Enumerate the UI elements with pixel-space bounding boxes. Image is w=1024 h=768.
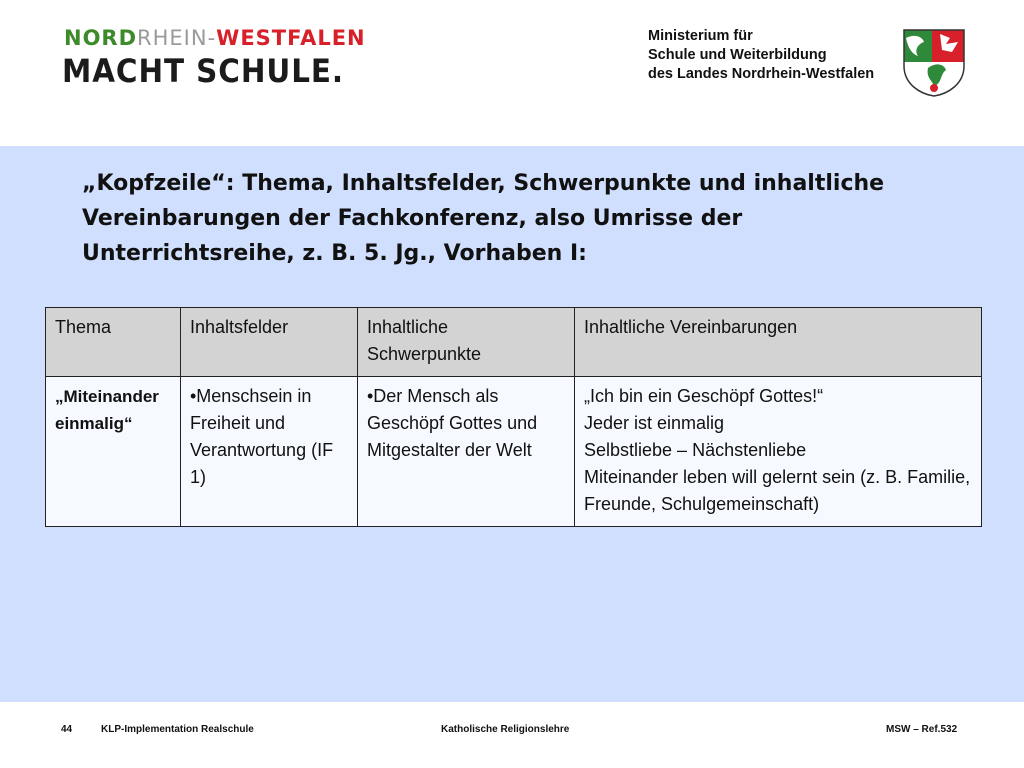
- ministry-line-2: Schule und Weiterbildung: [648, 47, 827, 63]
- logo-word-rhein: RHEIN: [137, 26, 208, 50]
- footer-left-text: KLP-Implementation Realschule: [101, 724, 254, 735]
- footer-center-text: Katholische Religionslehre: [441, 724, 570, 735]
- ministry-line-3: des Landes Nordrhein-Westfalen: [648, 66, 875, 82]
- footer-page-number: 44: [61, 724, 73, 735]
- column-header-vereinbarungen: Inhaltliche Vereinbarungen: [575, 308, 982, 377]
- column-header-inhaltsfelder: Inhaltsfelder: [181, 308, 358, 377]
- cell-schwerpunkte: •Der Mensch als Geschöpf Gottes und Mitgestalter der Welt: [358, 377, 575, 527]
- slide-footer: [0, 702, 1024, 768]
- vereinbarung-item: Selbstliebe – Nächstenliebe: [584, 440, 807, 460]
- column-header-schwerpunkte: Inhaltliche Schwerpunkte: [358, 308, 575, 377]
- plan-table: [45, 307, 982, 527]
- logo-word-westfalen: WESTFALEN: [216, 26, 366, 50]
- nrw-logo-line2: MACHT SCHULE.: [62, 52, 345, 90]
- logo-separator: -: [207, 26, 217, 50]
- cell-thema: „Miteinander einmalig“: [46, 377, 181, 527]
- vereinbarung-item: Jeder ist einmalig: [584, 413, 725, 433]
- vereinbarung-item: Miteinander leben will gelernt sein (z. B. Familie, Freunde, Schulgemeinschaft): [584, 467, 971, 514]
- cell-vereinbarungen: [575, 377, 982, 527]
- slide-heading: „Kopfzeile“: Thema, Inhaltsfelder, Schwerpunkte und inhaltliche Vereinbarungen der Fachkonferenz, also Umrisse der Unterrichtsreihe, z. B. 5. Jg., Vorhaben I:: [82, 171, 885, 266]
- nrw-coat-of-arms-icon: [902, 28, 966, 98]
- logo-word-nord: NORD: [64, 26, 138, 50]
- ministry-name: [648, 27, 888, 84]
- cell-inhaltsfelder: •Menschsein in Freiheit und Verantwortung (IF 1): [181, 377, 358, 527]
- table-row: [46, 377, 982, 527]
- nrw-logo-line1: [64, 26, 366, 50]
- column-header-thema: Thema: [46, 308, 181, 377]
- ministry-line-1: Ministerium für: [648, 28, 753, 44]
- table-header-row: [46, 308, 982, 377]
- footer-right-text: MSW – Ref.532: [886, 724, 958, 735]
- vereinbarung-item: „Ich bin ein Geschöpf Gottes!“: [584, 386, 824, 406]
